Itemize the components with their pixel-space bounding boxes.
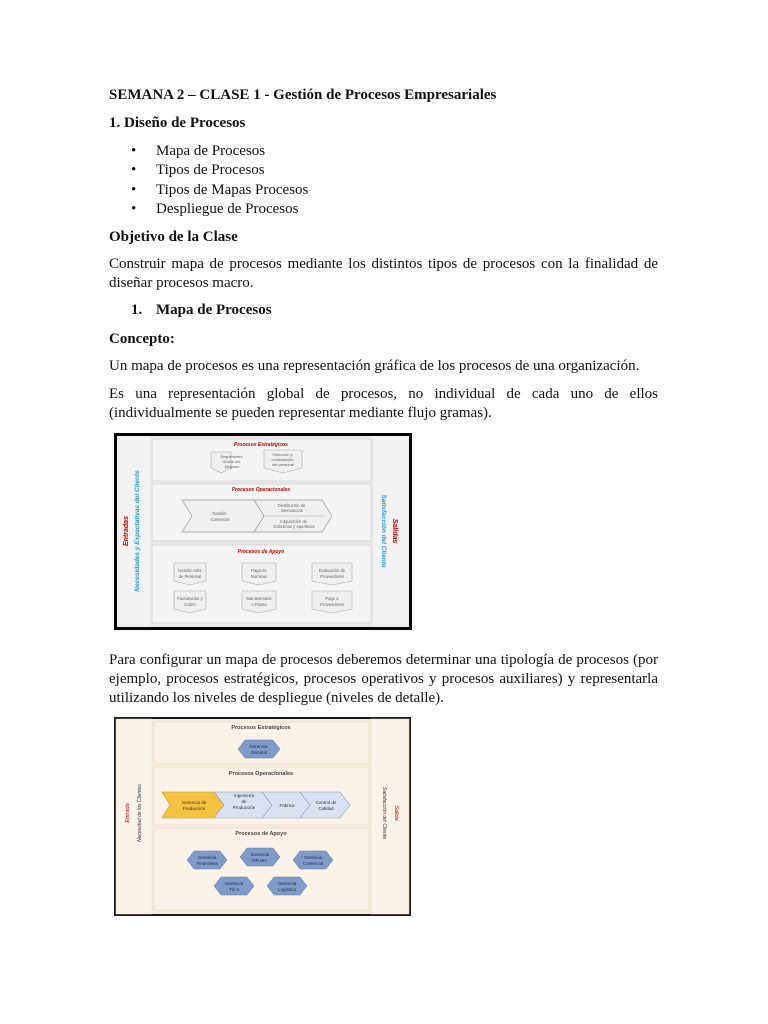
bullet-icon: • [131,143,137,159]
d2-op-1: Gerencia de Producción [181,800,207,811]
objetivo-paragraph: Construir mapa de procesos mediante los distintos tipos de procesos con la finalidad de diseñar procesos macro. [109,256,658,291]
d1-strategic-1-label: Seguimiento Global del Negocio [220,454,243,469]
bullet-icon: • [131,181,137,198]
d1-strategic-2-label: Selección y contratación del personal [271,452,294,467]
d2-gerencia-general-shape [238,740,280,758]
process-map-2-svg [114,717,411,916]
d2-satisfaccion-label: Satisfacción del Cliente [381,787,387,839]
process-map-diagram-1 [114,433,412,630]
d1-apoyo-1: Gestión Adm de Personal [178,568,202,579]
d2-apoyo-title: Procesos de Apoyo [235,831,287,837]
list-item: • Tipos de Mapas Procesos [131,181,309,198]
document-heading: SEMANA 2 – CLASE 1 - Gestión de Procesos Empresariales [109,87,497,103]
mapa-title: Mapa de Procesos [156,302,272,318]
d2-apoyo-4: Gerencia Tic´s [224,881,244,892]
d2-op-3: Fabrica [279,803,295,808]
d1-salidas-label: Salidas [391,518,398,544]
d2-op-4: Control de Calidad [315,800,337,811]
concepto-paragraph-2: Es una representación global de procesos, no individual de cada uno de ellos (individualmente se pueden representar mediante flujo gramas). [109,386,658,421]
d1-operacionales-title: Procesos Operacionales [231,487,291,493]
d2-necesidad-label: Necesidad de los Clientes [137,784,143,842]
d1-entradas-label: Entradas [123,516,130,546]
d2-operacionales-title: Procesos Operacionales [228,771,294,777]
d1-apoyo-4: Facturación y Cobro [177,596,203,607]
list-item: • Mapa de Procesos [131,143,266,159]
d1-apoyo-6: Pago a Proveedores [320,596,344,607]
objetivo-title: Objetivo de la Clase [109,229,238,245]
mapa-number: 1. [131,302,143,318]
bullet-icon: • [131,200,137,217]
d2-apoyo-1: Gerencia Financiera [196,855,218,866]
d1-op-right-bottom-label: Adquisición de Golosinas y Aperitivos [273,519,315,529]
d1-op-left-label: Gestión Comercial [210,511,230,522]
d1-satisfaccion-label: Satisfacción del Cliente [380,494,387,568]
d2-estrategicos-title: Procesos Estratégicos [231,725,291,731]
list-item: • Tipos de Procesos [131,162,265,179]
process-map-diagram-2 [114,717,411,916]
d1-op-right-top-label: Distribución de Mercancías [277,503,306,513]
d1-estrategicos-title: Procesos Estratégicos [234,442,288,448]
d2-entrada-label: Entrada [125,803,131,823]
concepto-title: Concepto: [109,331,175,347]
list-item: • Despliegue de Procesos [131,200,299,217]
bullet-icon: • [131,162,137,179]
configurar-paragraph: Para configurar un mapa de procesos deberemos determinar una tipología de procesos (por ejemplo, procesos estratégicos, procesos operativos y procesos auxiliares) y representarla utilizando los niveles de despliegue (niveles de detalle). [109,652,658,706]
d1-apoyo-2: Pago de Nominas [250,568,268,579]
d1-apoyo-5: Mantenimient o Planta [246,596,272,607]
d2-gerencia-general-label: Gerencia General [249,744,268,755]
section-title-diseno: 1. Diseño de Procesos [109,115,246,131]
concepto-paragraph-1: Un mapa de procesos es una representación gráfica de los procesos de una organización. [109,358,640,374]
d1-apoyo-title: Procesos de Apoyo [237,549,285,555]
d1-apoyo-3: Evaluación de Proveedores [318,568,346,579]
d2-apoyo-2: Gerencia RR.HH. [250,852,270,863]
process-map-1-svg [114,433,412,630]
d2-salida-label: Salida [393,805,399,821]
topics-list [131,142,431,219]
d2-op-step-shape [162,792,224,818]
d2-op-2: Ingeniería de Producción [232,793,256,810]
d2-apoyo-5: Gerencia Logística [277,881,297,892]
d2-apoyo-3: Gerencia Comercial [302,855,324,866]
d1-op-chevron-left [182,500,264,532]
d1-necesidades-label: Necesidades y Expectativas del Cliente [134,470,141,592]
